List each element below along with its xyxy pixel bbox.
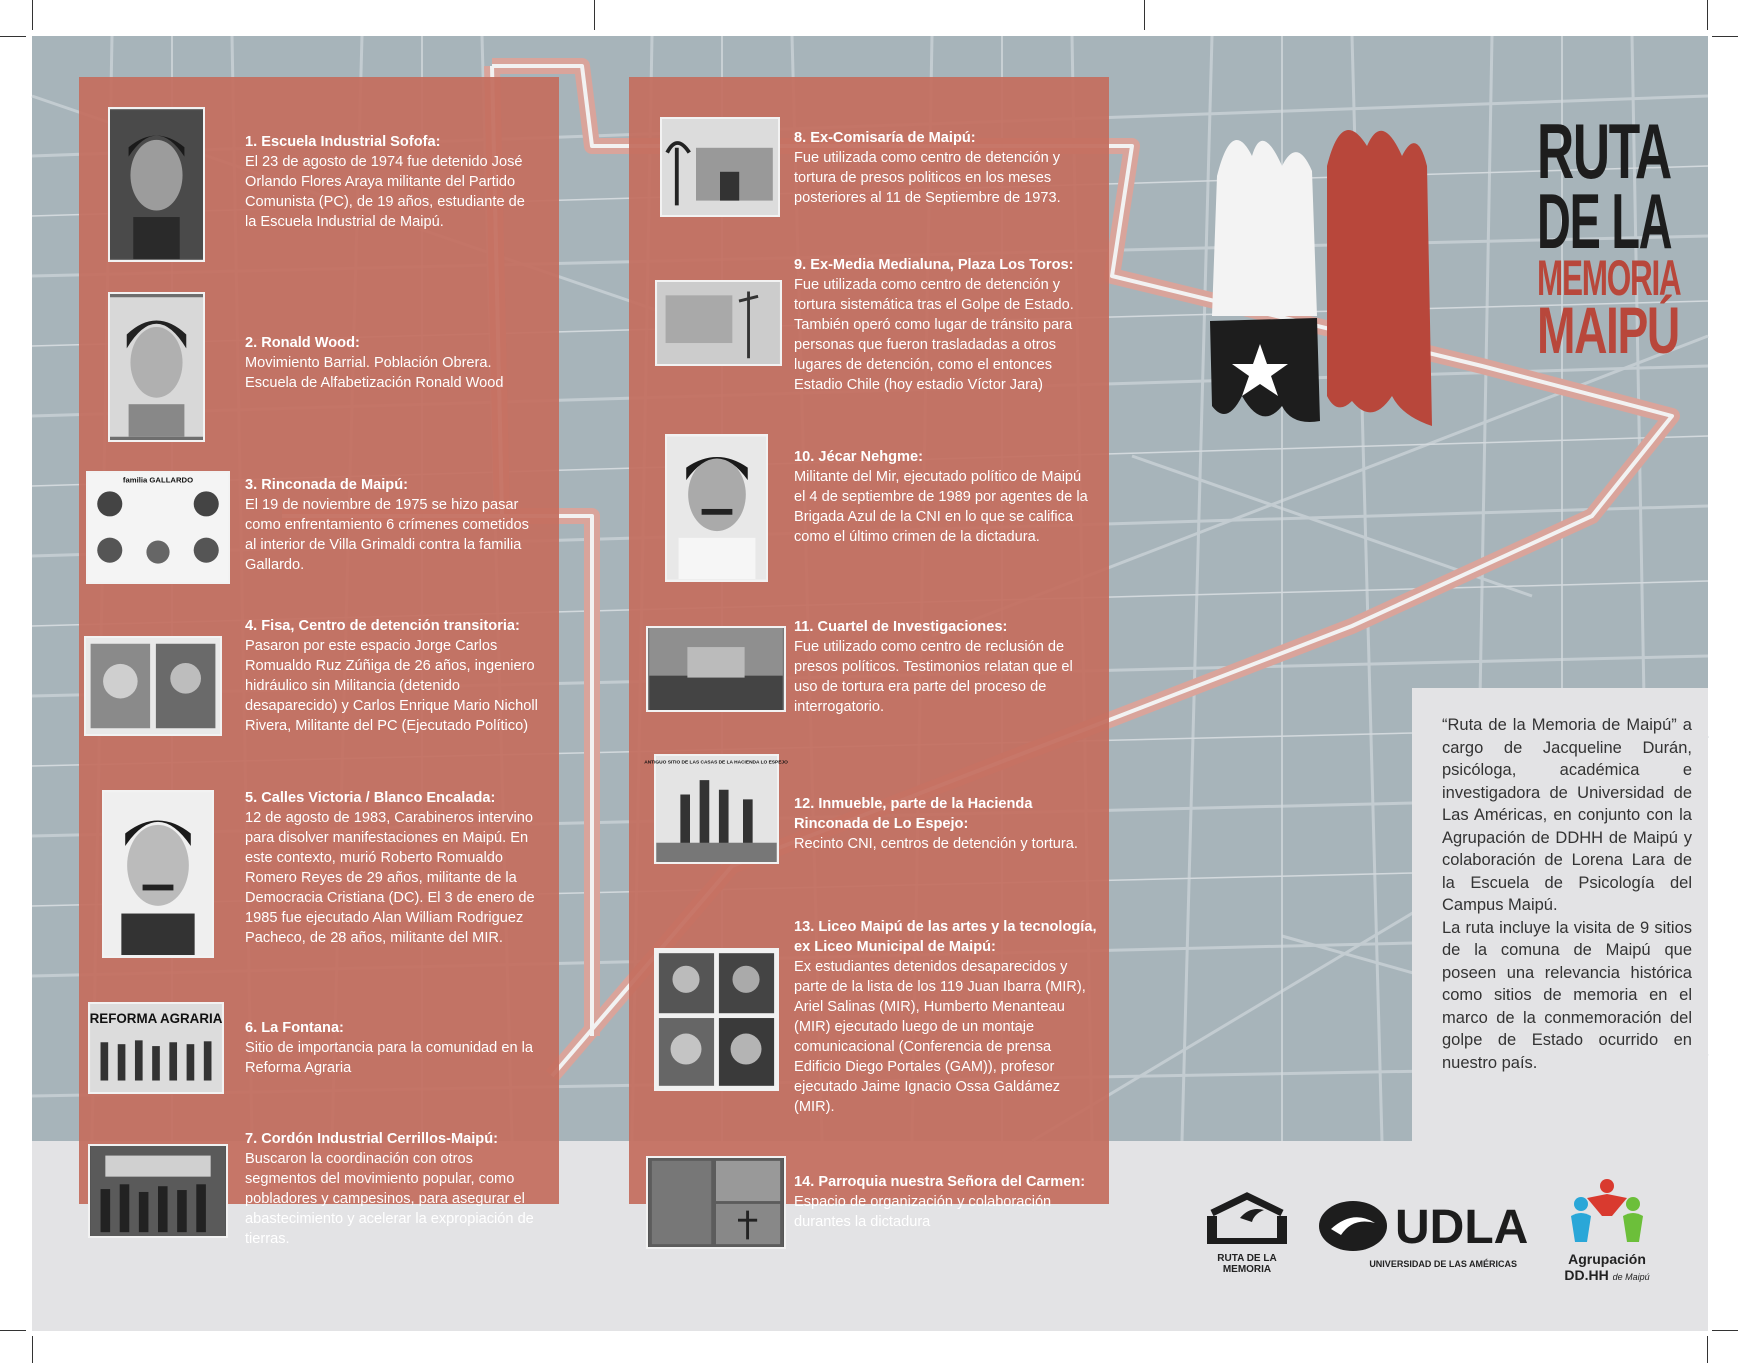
entry-text: Movimiento Barrial. Población Obrera. Escuela de Alfabetización Ronald Wood: [245, 355, 504, 391]
agrupacion-caption-1: Agrupación: [1568, 1251, 1646, 1267]
photo-cordon-industrial: [88, 1144, 228, 1238]
entry-text: El 19 de noviembre de 1975 se hizo pasar como enfrentamiento 6 crímenes cometidos al interior de Villa Grimaldi contra la familia Gallardo.: [245, 497, 529, 573]
intro-paragraph: La ruta incluye la visita de 9 sitios de la comuna de Maipú que poseen una relevancia histórica como sitios de memoria en el marco de la conmemoración del golpe de Estado ocurrido en nuestro país.: [1442, 918, 1692, 1072]
dove-icon: [1240, 1209, 1264, 1222]
crop-mark: [0, 36, 26, 37]
chilean-flag-brush-art: [1202, 96, 1502, 436]
agrupacion-ddhh: DD.HH: [1564, 1267, 1609, 1283]
ruta-logo-caption: RUTA DE LA MEMORIA: [1217, 1253, 1277, 1275]
fold-mark: [594, 0, 595, 30]
entry-2: [245, 333, 540, 393]
entry-7: [245, 1129, 545, 1249]
photo-portrait-romero: [102, 790, 214, 958]
entry-13: [794, 917, 1099, 1117]
entry-title: 4. Fisa, Centro de detención transitoria:: [245, 618, 520, 634]
title-line-2: DE LA: [1537, 177, 1672, 266]
entry-title: 6. La Fontana:: [245, 1020, 344, 1036]
photo-reforma-agraria: [88, 1002, 224, 1094]
entry-text: Sitio de importancia para la comunidad en la Reforma Agraria: [245, 1040, 533, 1076]
entry-text: El 23 de agosto de 1974 fue detenido José Orlando Flores Araya militante del Partido Comunista (PC), de 19 años, estudiante de la Escuela Industrial de Maipú.: [245, 154, 525, 230]
agrupacion-maipu: de Maipú: [1612, 1272, 1650, 1282]
entry-text: Fue utilizado como centro de reclusión de presos políticos. Testimonios relatan que el uso de tortura era parte del proceso de interrogatorio.: [794, 639, 1073, 715]
agrupacion-caption-2: [1557, 1267, 1657, 1283]
crop-mark: [32, 0, 33, 30]
photo-cuartel: [646, 626, 786, 712]
entry-5: [245, 788, 545, 948]
photo-ex-comisaria: [660, 117, 780, 217]
entry-1: [245, 132, 540, 232]
photo-familia-gallardo: [86, 471, 230, 584]
entry-text: Recinto CNI, centros de detención y tortura.: [794, 836, 1078, 852]
entry-title: 10. Jécar Nehgme:: [794, 449, 923, 465]
photo-liceo-estudiantes: [654, 948, 779, 1091]
crop-mark: [1712, 1330, 1738, 1331]
entry-6: [245, 1018, 545, 1078]
entry-3: [245, 475, 540, 575]
entry-10: [794, 447, 1094, 547]
entry-title: 3. Rinconada de Maipú:: [245, 477, 408, 493]
entry-title: 13. Liceo Maipú de las artes y la tecnología, ex Liceo Municipal de Maipú:: [794, 919, 1097, 955]
entry-text: 12 de agosto de 1983, Carabineros intervino para disolver manifestaciones en Maipú. En este contexto, murió Roberto Romualdo Romero Reyes de 29 años, militante de la Democracia Cristiana (DC). El 3 de enero de 1985 fue ejecutado Alan William Rodriguez Pacheco, de 28 años, militante del MIR.: [245, 810, 535, 946]
crop-mark: [1707, 0, 1708, 30]
entry-title: 12. Inmueble, parte de la Hacienda Rinconada de Lo Espejo:: [794, 796, 1033, 832]
entry-text: Fue utilizada como centro de detención y tortura de presos politicos en los meses posteriores al 11 de Septiembre de 1973.: [794, 150, 1061, 206]
entry-text: Militante del Mir, ejecutado político de Maipú el 4 de septiembre de 1989 por agentes de la Brigada Azul de la CNI en lo que se califica como el último crimen de la dictadura.: [794, 469, 1088, 545]
gallardo-caption: familia GALLARDO: [122, 475, 194, 485]
entry-4: [245, 616, 545, 736]
crop-mark: [32, 1336, 33, 1363]
title-line-1: RUTA: [1537, 107, 1671, 195]
photo-medialuna: [655, 280, 782, 366]
entry-title: 9. Ex-Media Medialuna, Plaza Los Toros:: [794, 257, 1074, 273]
fold-mark: [1144, 0, 1145, 30]
udla-caption: UNIVERSIDAD DE LAS AMÉRICAS: [1369, 1259, 1517, 1269]
agrupacion-logo: [1557, 1176, 1657, 1283]
entry-text: Fue utilizada como centro de detención y tortura sistemática tras el Golpe de Estado. También operó como lugar de tránsito para personas que fueron trasladadas a otros lugares de detención, como el entonces Estadio Chile (hoy estadio Víctor Jara): [794, 277, 1074, 393]
entry-12: [794, 794, 1099, 854]
entry-text: Buscaron la coordinación con otros segmentos del movimiento popular, como pobladores y campesinos, para asegurar el abastecimiento y acelerar la expropiación de tierras.: [245, 1151, 534, 1247]
entry-11: [794, 617, 1094, 717]
entry-title: 11. Cuartel de Investigaciones:: [794, 619, 1008, 635]
photo-portrait-nehgme: [665, 434, 768, 582]
entry-text: Pasaron por este espacio Jorge Carlos Romualdo Ruz Zúñiga de 26 años, ingeniero hidráulico sin Militancia (detenido desaparecido) y Carlos Enrique Mario Nicholl Rivera, Militante del PC (Ejecutado Político): [245, 638, 538, 734]
ruta-memoria-logo: [1192, 1188, 1302, 1275]
intro-paragraph: “Ruta de la Memoria de Maipú” a cargo de Jacqueline Durán, psicóloga, académica e investigadora de Universidad de Las Américas, en conjunto con la Agrupación de DDHH de Maipú y colaboración de Lorena Lara de la Escuela de Psicología del Campus Maipú.: [1442, 716, 1692, 914]
intro-text: [1442, 714, 1692, 1074]
udla-wordmark: UDLA: [1395, 1201, 1529, 1254]
entry-14: [794, 1172, 1099, 1232]
reforma-caption: REFORMA AGRARIA: [89, 1011, 223, 1027]
entry-text: Ex estudiantes detenidos desaparecidos y parte de la lista de los 119 Juan Ibarra (MIR), Ariel Salinas (MIR), Humberto Menanteau (MIR) ejecutado luego de un montaje comunicacional (Conferencia de prensa Edificio Diego Portales (GAM)), profesor ejecutado Jaime Ignacio Ossa Galdámez (MIR).: [794, 959, 1086, 1115]
crop-mark: [0, 1330, 26, 1331]
brochure-sheet: [32, 36, 1708, 1331]
photo-fisa-detenidos: [84, 636, 222, 736]
crop-mark: [1712, 36, 1738, 37]
entry-title: 14. Parroquia nuestra Señora del Carmen:: [794, 1174, 1086, 1190]
entry-title: 5. Calles Victoria / Blanco Encalada:: [245, 790, 496, 806]
entry-title: 8. Ex-Comisaría de Maipú:: [794, 130, 976, 146]
entry-text: Espacio de organización y colaboración durantes la dictadura: [794, 1194, 1052, 1230]
title-line-3: MEMORIA: [1537, 250, 1681, 307]
entry-title: 2. Ronald Wood:: [245, 335, 360, 351]
photo-parroquia: [646, 1156, 786, 1249]
udla-logo: [1317, 1199, 1527, 1269]
photo-portrait-wood: [108, 292, 205, 442]
entry-9: [794, 255, 1099, 395]
brochure-title: [1537, 107, 1697, 368]
entry-title: 1. Escuela Industrial Sofofa:: [245, 134, 441, 150]
crop-mark: [1707, 1336, 1708, 1363]
entry-8: [794, 128, 1094, 208]
intro-box: [1412, 688, 1708, 1176]
photo-hacienda: [644, 754, 788, 864]
photo-portrait-flores: [108, 107, 205, 262]
title-line-4: MAIPÚ: [1537, 293, 1679, 368]
entry-title: 7. Cordón Industrial Cerrillos-Maipú:: [245, 1131, 498, 1147]
hacienda-caption: ANTIGUO SITIO DE LAS CASAS DE LA HACIENDA LO ESPEJO: [644, 760, 788, 766]
